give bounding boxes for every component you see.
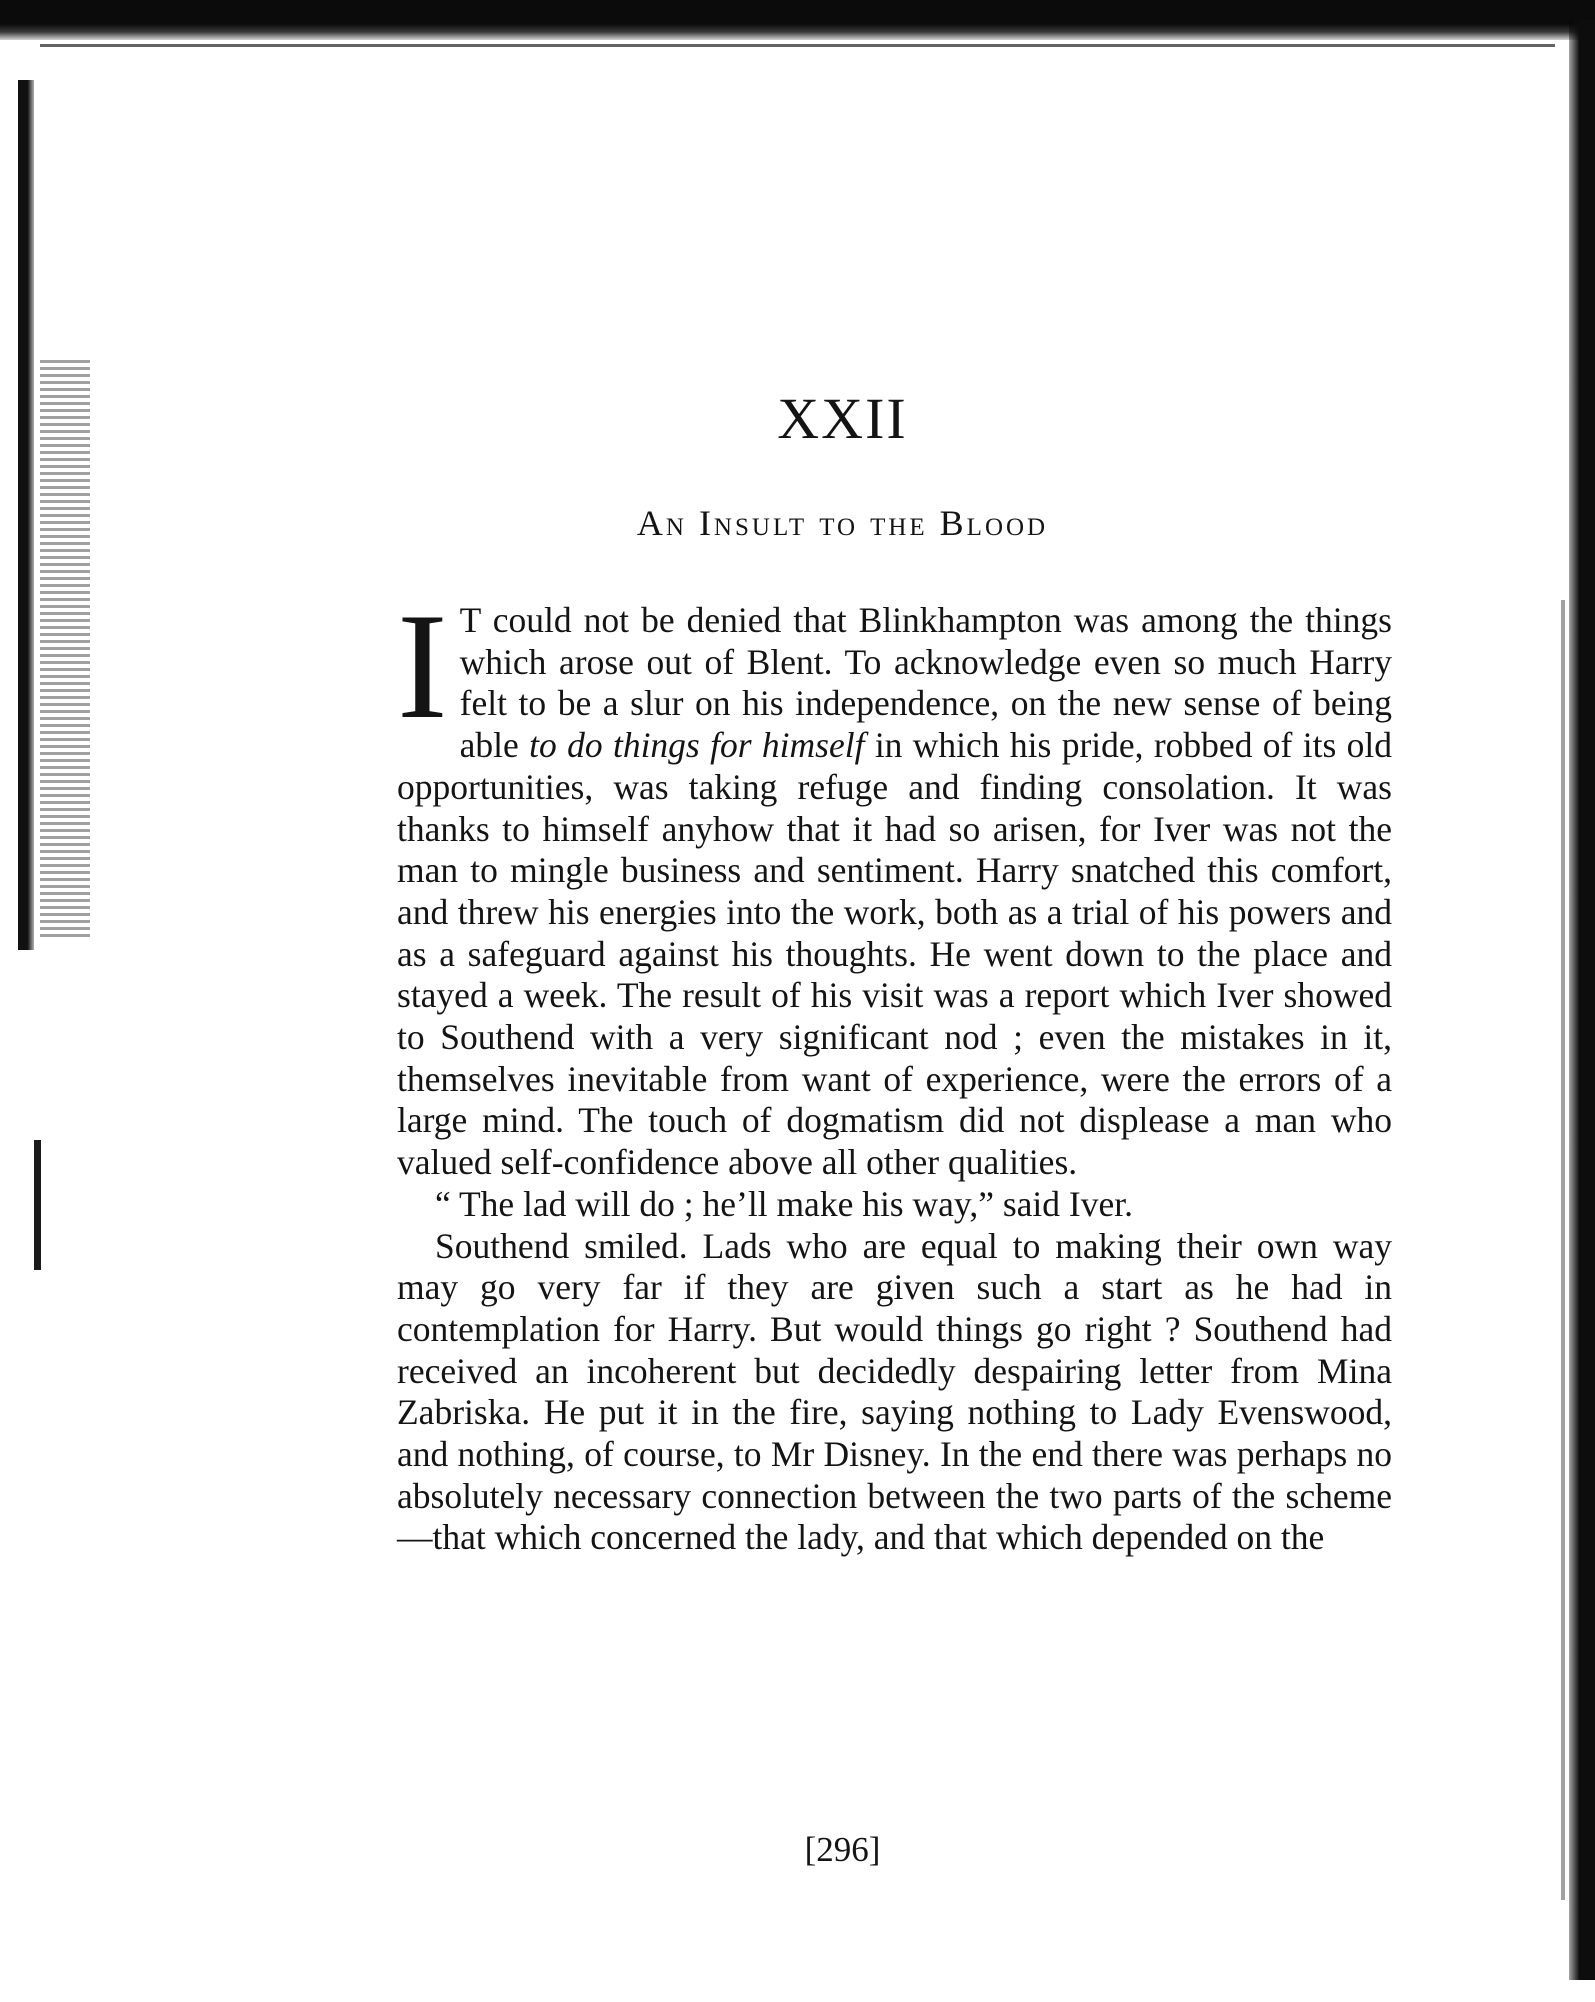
chapter-number: XXII xyxy=(777,386,908,451)
paragraph-opening-italic: to do things for himself xyxy=(529,725,865,766)
chapter-body xyxy=(397,582,1392,1559)
paragraph-opening-lead: T could not be denied that Blinkhampton was among the things which arose out of Blent. To acknowledge even so much Harry felt to be a slur on his independence, on the new sense of being able xyxy=(459,600,1392,766)
scan-top-line xyxy=(40,44,1555,47)
paragraph-southend: Southend smiled. Lads who are equal to making their own way may go very far if they are given such a start as he had in contemplation for Harry. But would things go right ? Southend had received an incoherent but decidedly despairing letter from Mina Zabriska. He put it in the fire, saying nothing to Lady Evenswood, and nothing, of course, to Mr Disney. In the end there was perhaps no absolutely necessary connection between the two parts of the scheme—that which concerned the lady, and that which depended on the xyxy=(397,1225,1392,1558)
chapter-title: An Insult to the Blood xyxy=(636,503,1049,543)
paragraph-opening xyxy=(397,582,1392,1184)
page-number: [296] xyxy=(804,1830,881,1869)
scan-right-shadow xyxy=(1561,600,1565,1900)
scan-left-mark xyxy=(34,1140,41,1270)
scan-right-edge xyxy=(1569,20,1595,1980)
paragraph-dialogue: “ The lad will do ; he’ll make his way,” said Iver. xyxy=(435,1183,1133,1224)
paragraph-opening-rest: in which his pride, robbed of its old opportunities, was taking refuge and finding consolation. It was thanks to himself anyhow that it had so arisen, for Iver was not the man to mingle business and sentiment. Harry snatched this comfort, and threw his energies into the work, both as a trial of his powers and as a safeguard against his thoughts. He went down to the place and stayed a week. The result of his visit was a report which Iver showed to Southend with a very significant nod ; even the mistakes in it, themselves inevitable from want of experience, were the errors of a large mind. The touch of dogmatism did not displease a man who valued self-confidence above all other qualities. xyxy=(397,725,1392,1183)
drop-cap: I xyxy=(397,582,448,750)
scan-top-edge xyxy=(0,0,1595,40)
